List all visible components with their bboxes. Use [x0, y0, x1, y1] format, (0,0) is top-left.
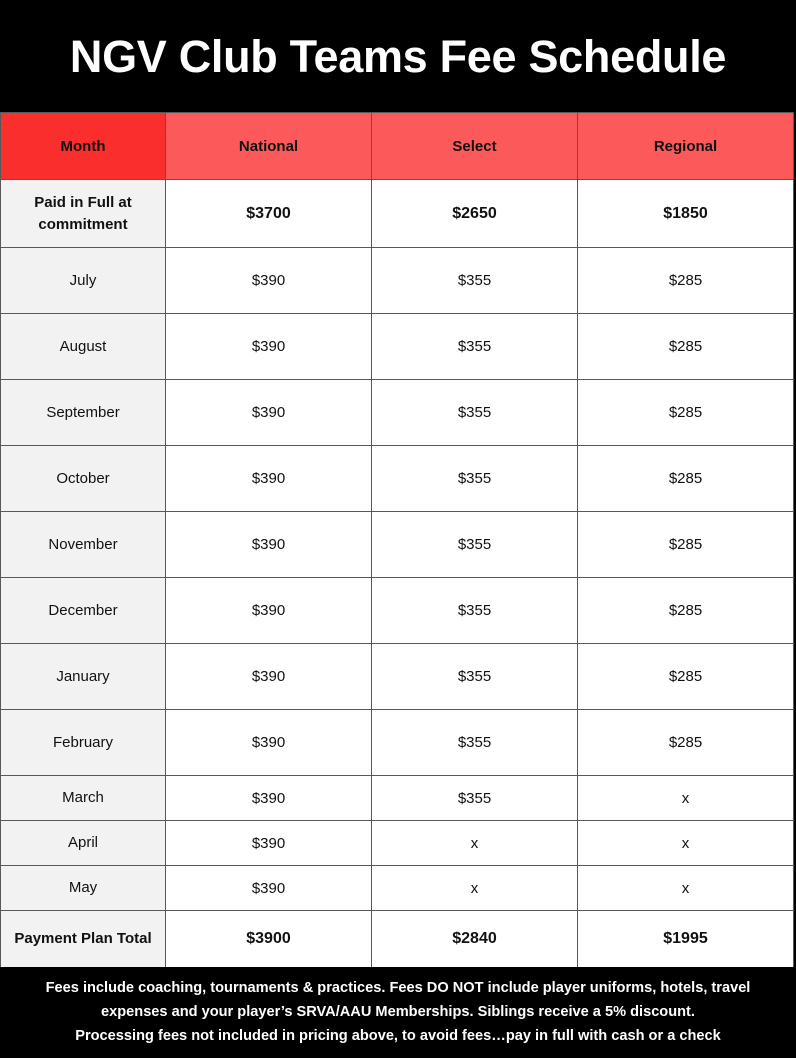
cell-select: $2650 — [372, 180, 578, 248]
table-row — [1, 710, 794, 776]
cell-national: $390 — [166, 314, 372, 380]
total-select: $2840 — [372, 911, 578, 968]
footer-disclaimer — [0, 968, 796, 1058]
total-row-label: Payment Plan Total — [1, 911, 166, 968]
page-title: NGV Club Teams Fee Schedule — [69, 30, 727, 82]
cell-select: $355 — [372, 710, 578, 776]
footer-line-3: Processing fees not included in pricing above, to avoid fees…pay in full with cash or a check — [75, 1027, 721, 1044]
title-banner — [0, 0, 796, 112]
table-body — [1, 180, 794, 968]
cell-national: $390 — [166, 578, 372, 644]
row-label: December — [1, 578, 166, 644]
row-label: September — [1, 380, 166, 446]
table-row — [1, 821, 794, 866]
row-label: November — [1, 512, 166, 578]
cell-regional: $285 — [578, 512, 794, 578]
table-row — [1, 314, 794, 380]
fee-table-container — [0, 112, 796, 968]
row-label: April — [1, 821, 166, 866]
fee-schedule-table — [0, 112, 794, 968]
cell-select: $355 — [372, 248, 578, 314]
table-row — [1, 776, 794, 821]
cell-regional: $285 — [578, 248, 794, 314]
table-header — [1, 113, 794, 180]
total-national: $3900 — [166, 911, 372, 968]
cell-select: $355 — [372, 578, 578, 644]
column-header-regional: Regional — [578, 113, 794, 180]
cell-national: $390 — [166, 446, 372, 512]
row-label: February — [1, 710, 166, 776]
cell-regional: $285 — [578, 380, 794, 446]
table-row — [1, 512, 794, 578]
cell-regional: $285 — [578, 446, 794, 512]
cell-select: $355 — [372, 512, 578, 578]
table-row — [1, 578, 794, 644]
cell-regional: $285 — [578, 710, 794, 776]
cell-national: $390 — [166, 644, 372, 710]
cell-regional: x — [578, 776, 794, 821]
cell-national: $390 — [166, 380, 372, 446]
total-regional: $1995 — [578, 911, 794, 968]
row-label: Paid in Full at commitment — [1, 180, 166, 248]
cell-regional: $285 — [578, 578, 794, 644]
cell-select: $355 — [372, 644, 578, 710]
column-header-month: Month — [1, 113, 166, 180]
row-label: July — [1, 248, 166, 314]
table-row — [1, 180, 794, 248]
cell-national: $390 — [166, 776, 372, 821]
column-header-select: Select — [372, 113, 578, 180]
cell-select: $355 — [372, 776, 578, 821]
cell-select: $355 — [372, 446, 578, 512]
cell-national: $390 — [166, 512, 372, 578]
cell-national: $390 — [166, 866, 372, 911]
footer-line-1: Fees include coaching, tournaments & practices. Fees DO NOT include player uniforms, hotels, travel — [45, 980, 751, 996]
table-row-total — [1, 911, 794, 968]
table-row — [1, 644, 794, 710]
cell-select: $355 — [372, 380, 578, 446]
row-label: March — [1, 776, 166, 821]
cell-regional: x — [578, 866, 794, 911]
cell-national: $3700 — [166, 180, 372, 248]
cell-regional: $285 — [578, 644, 794, 710]
table-row — [1, 866, 794, 911]
row-label: August — [1, 314, 166, 380]
row-label: October — [1, 446, 166, 512]
column-header-national: National — [166, 113, 372, 180]
table-row — [1, 446, 794, 512]
cell-select: x — [372, 821, 578, 866]
footer-line-2: expenses and your player’s SRVA/AAU Memberships. Siblings receive a 5% discount. — [101, 1003, 695, 1020]
cell-regional: $1850 — [578, 180, 794, 248]
cell-national: $390 — [166, 821, 372, 866]
table-row — [1, 380, 794, 446]
header-row — [1, 113, 794, 180]
cell-national: $390 — [166, 248, 372, 314]
row-label: May — [1, 866, 166, 911]
cell-select: $355 — [372, 314, 578, 380]
cell-national: $390 — [166, 710, 372, 776]
cell-select: x — [372, 866, 578, 911]
cell-regional: x — [578, 821, 794, 866]
cell-regional: $285 — [578, 314, 794, 380]
table-row — [1, 248, 794, 314]
row-label: January — [1, 644, 166, 710]
